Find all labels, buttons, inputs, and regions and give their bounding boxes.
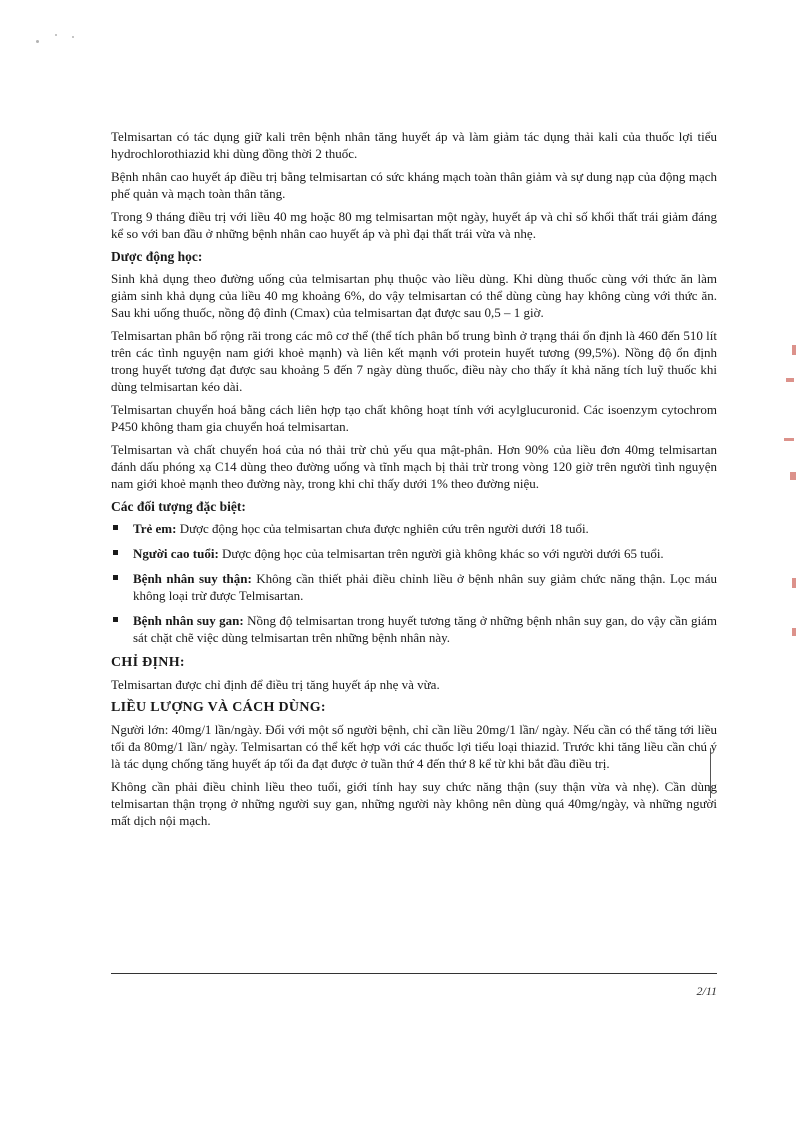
indications-section xyxy=(111,654,717,693)
list-item-label: Trẻ em: xyxy=(133,521,177,536)
list-item xyxy=(111,570,717,604)
bullet-square-icon xyxy=(113,525,118,530)
paragraph: Sinh khả dụng theo đường uống của telmisartan phụ thuộc vào liều dùng. Khi dùng thuốc cùng với thức ăn làm giảm sinh khả dụng của liều 40 mg khoảng 6%, do vậy telmisartan có thể dùng cùng hay không cùng với thức ăn. Sau khi uống thuốc, nồng độ đỉnh (Cmax) của telmisartan đạt được sau 0,5 – 1 giờ. xyxy=(111,271,717,320)
list-item-text: Nồng độ telmisartan trong huyết tương tăng ở những bệnh nhân suy gan, do vậy cần giám sát chặt chẽ việc dùng telmisartan trên những bệnh nhân này. xyxy=(133,613,717,645)
edge-stain xyxy=(792,345,796,355)
scan-speck xyxy=(55,34,57,36)
bullet-square-icon xyxy=(113,617,118,622)
paragraph: Telmisartan phân bố rộng rãi trong các mô cơ thể (thể tích phân bố trung bình ở trạng thái ổn định là 460 đến 510 lít trên các tình nguyện nam giới khoẻ mạnh) và liên kết mạnh với protein huyết tương (99,5%). Nồng độ ổn định trong huyết tương đạt được sau khoảng 5 đến 7 ngày dùng thuốc, điều này cho thấy ít khả năng tích luỹ thuốc khi dùng telmisartan kéo dài. xyxy=(111,328,717,394)
edge-stain xyxy=(792,578,796,588)
dosage-section xyxy=(111,699,717,829)
edge-stain xyxy=(790,472,796,480)
scan-speck xyxy=(36,40,39,43)
list-item-label: Người cao tuổi: xyxy=(133,546,219,561)
footer-divider xyxy=(111,973,717,974)
section-heading: CHỈ ĐỊNH: xyxy=(111,655,185,670)
intro-section xyxy=(111,128,717,242)
page-number: 2/11 xyxy=(696,984,717,998)
paragraph: Trong 9 tháng điều trị với liều 40 mg hoặc 80 mg telmisartan một ngày, huyết áp và chỉ số khối thất trái giảm đáng kể so với ban đầu ở những bệnh nhân cao huyết áp và phì đại thất trái vừa và nhẹ. xyxy=(111,209,717,241)
paragraph: Người lớn: 40mg/1 lần/ngày. Đối với một số người bệnh, chỉ cần liều 20mg/1 lần/ ngày. Nếu cần có thể tăng tới liều tối đa 80mg/1 lần/ ngày. Telmisartan có thể kết hợp với các thuốc lợi tiểu loại thiazid. Trước khi tăng liều cần chú ý là tác dụng chống tăng huyết áp tối đa đạt được ở tuần thứ 4 đến thứ 8 kể từ khi bắt đầu điều trị. xyxy=(111,722,717,771)
paragraph: Telmisartan được chỉ định để điều trị tăng huyết áp nhẹ và vừa. xyxy=(111,677,440,692)
section-heading: Dược động học: xyxy=(111,249,203,264)
scan-speck xyxy=(72,36,74,38)
list-item-text: Dược động học của telmisartan chưa được nghiên cứu trên người dưới 18 tuổi. xyxy=(176,521,589,536)
list-item-label: Bệnh nhân suy thận: xyxy=(133,571,252,586)
edge-stain xyxy=(792,628,796,636)
special-groups-section xyxy=(111,498,717,646)
paragraph: Telmisartan chuyển hoá bằng cách liên hợp tạo chất không hoạt tính với acylglucuronid. Các isoenzym cytochrom P450 không tham gia chuyển hoá telmisartan. xyxy=(111,402,717,434)
list-item-text: Dược động học của telmisartan trên người già không khác so với người dưới 65 tuổi. xyxy=(218,546,664,561)
list-item-text: Không cần thiết phải điều chỉnh liều ở bệnh nhân suy giảm chức năng thận. Lọc máu không loại trừ được Telmisartan. xyxy=(133,571,717,603)
list-item xyxy=(111,612,717,646)
edge-stain xyxy=(786,378,794,382)
paragraph: Bệnh nhân cao huyết áp điều trị bằng telmisartan có sức kháng mạch toàn thân giảm và sự dung nạp của động mạch phế quản và mạch toàn thân tăng. xyxy=(111,169,717,201)
document-body xyxy=(111,128,717,835)
list-item-label: Bệnh nhân suy gan: xyxy=(133,613,244,628)
paragraph: Telmisartan và chất chuyển hoá của nó thải trừ chủ yếu qua mật-phân. Hơn 90% của liều đơn 40mg telmisartan đánh dấu phóng xạ C14 dùng theo đường uống và tĩnh mạch bị thải trừ trong vòng 120 giờ trên người tình nguyện nam giới khoẻ mạnh theo đường này, trong khi chỉ thấy dưới 1% theo đường niệu. xyxy=(111,442,717,491)
section-heading: LIỀU LƯỢNG VÀ CÁCH DÙNG: xyxy=(111,700,326,715)
paragraph: Không cần phải điều chỉnh liều theo tuổi, giới tính hay suy chức năng thận (suy thận vừa và nhẹ). Cần dùng telmisartan thận trọng ở những người suy gan, những người này không nên dùng quá 40mg/ngày, và những người mất dịch nội mạch. xyxy=(111,779,717,828)
edge-stain xyxy=(784,438,794,441)
section-heading: Các đối tượng đặc biệt: xyxy=(111,499,246,514)
pharmacokinetics-section xyxy=(111,248,717,492)
paragraph: Telmisartan có tác dụng giữ kali trên bệnh nhân tăng huyết áp và làm giảm tác dụng thải kali của thuốc lợi tiểu hydrochlorothiazid khi dùng đồng thời 2 thuốc. xyxy=(111,129,717,161)
special-groups-list xyxy=(111,520,717,646)
bullet-square-icon xyxy=(113,575,118,580)
list-item xyxy=(111,545,717,562)
list-item xyxy=(111,520,717,537)
bullet-square-icon xyxy=(113,550,118,555)
